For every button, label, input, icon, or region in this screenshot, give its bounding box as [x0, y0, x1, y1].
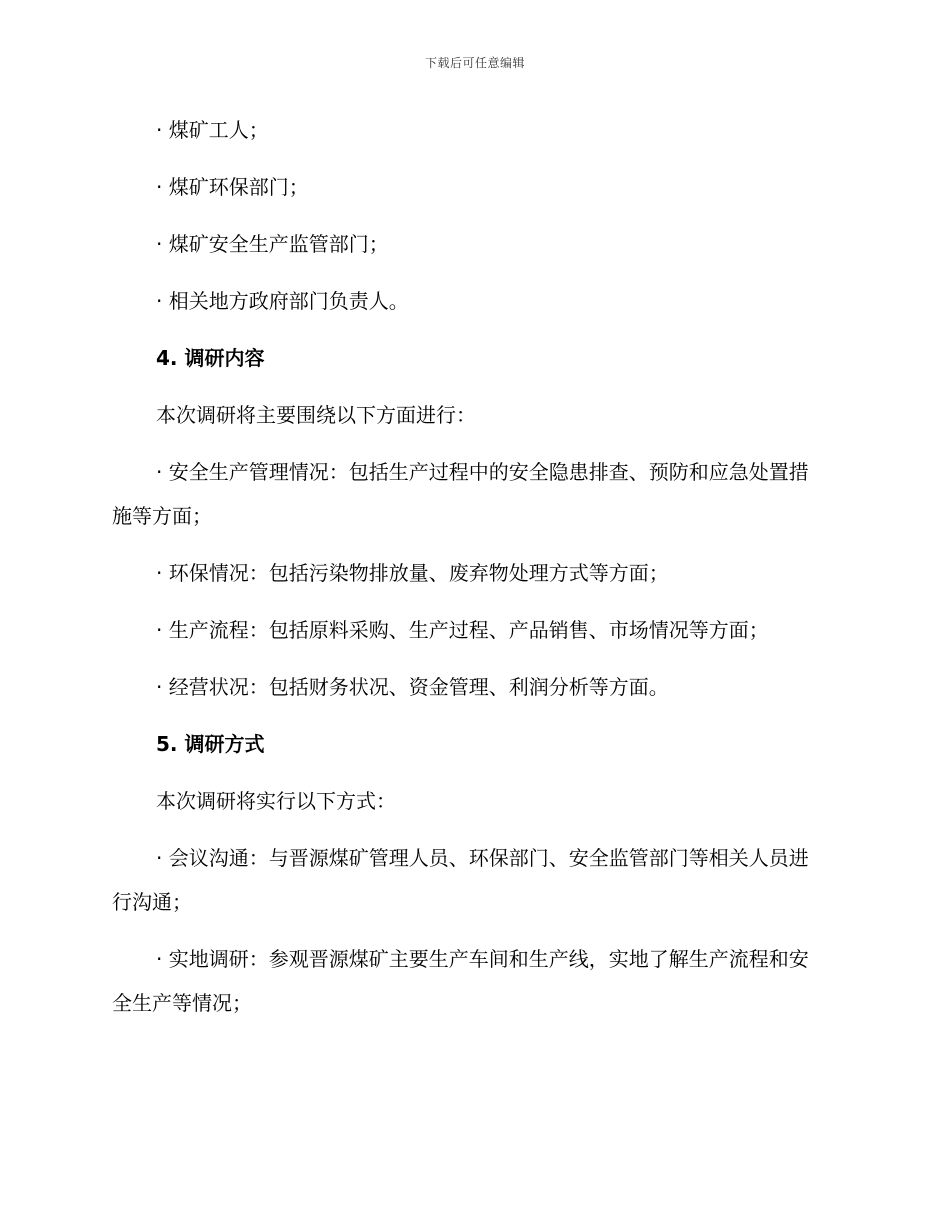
section-heading: 4. 调研内容: [156, 346, 265, 370]
section-heading: 5. 调研方式: [156, 732, 265, 756]
bullet-item: · 会议沟通：与晋源煤矿管理人员、环保部门、安全监管部门等相关人员进行沟通；: [112, 846, 809, 914]
bullet-item: · 煤矿环保部门；: [156, 175, 309, 199]
bullet-item: · 安全生产管理情况：包括生产过程中的安全隐患排查、预防和应急处置措施等方面；: [112, 460, 809, 528]
bullet-item: · 生产流程：包括原料采购、生产过程、产品销售、市场情况等方面；: [156, 618, 769, 642]
bullet-item: · 实地调研：参观晋源煤矿主要生产车间和生产线，实地了解生产流程和安全生产等情况；: [112, 947, 809, 1015]
document-body: [112, 108, 824, 1038]
bullet-item: · 相关地方政府部门负责人。: [156, 289, 409, 313]
paragraph: 本次调研将实行以下方式：: [156, 789, 396, 813]
page-header: 下载后可任意编辑: [424, 56, 525, 70]
bullet-item: · 经营状况：包括财务状况、资金管理、利润分析等方面。: [156, 675, 669, 699]
bullet-item: · 煤矿安全生产监管部门；: [156, 232, 389, 256]
paragraph: 本次调研将主要围绕以下方面进行：: [156, 403, 476, 427]
bullet-item: · 环保情况：包括污染物排放量、废弃物处理方式等方面；: [156, 561, 669, 585]
bullet-item: · 煤矿工人；: [156, 118, 269, 142]
